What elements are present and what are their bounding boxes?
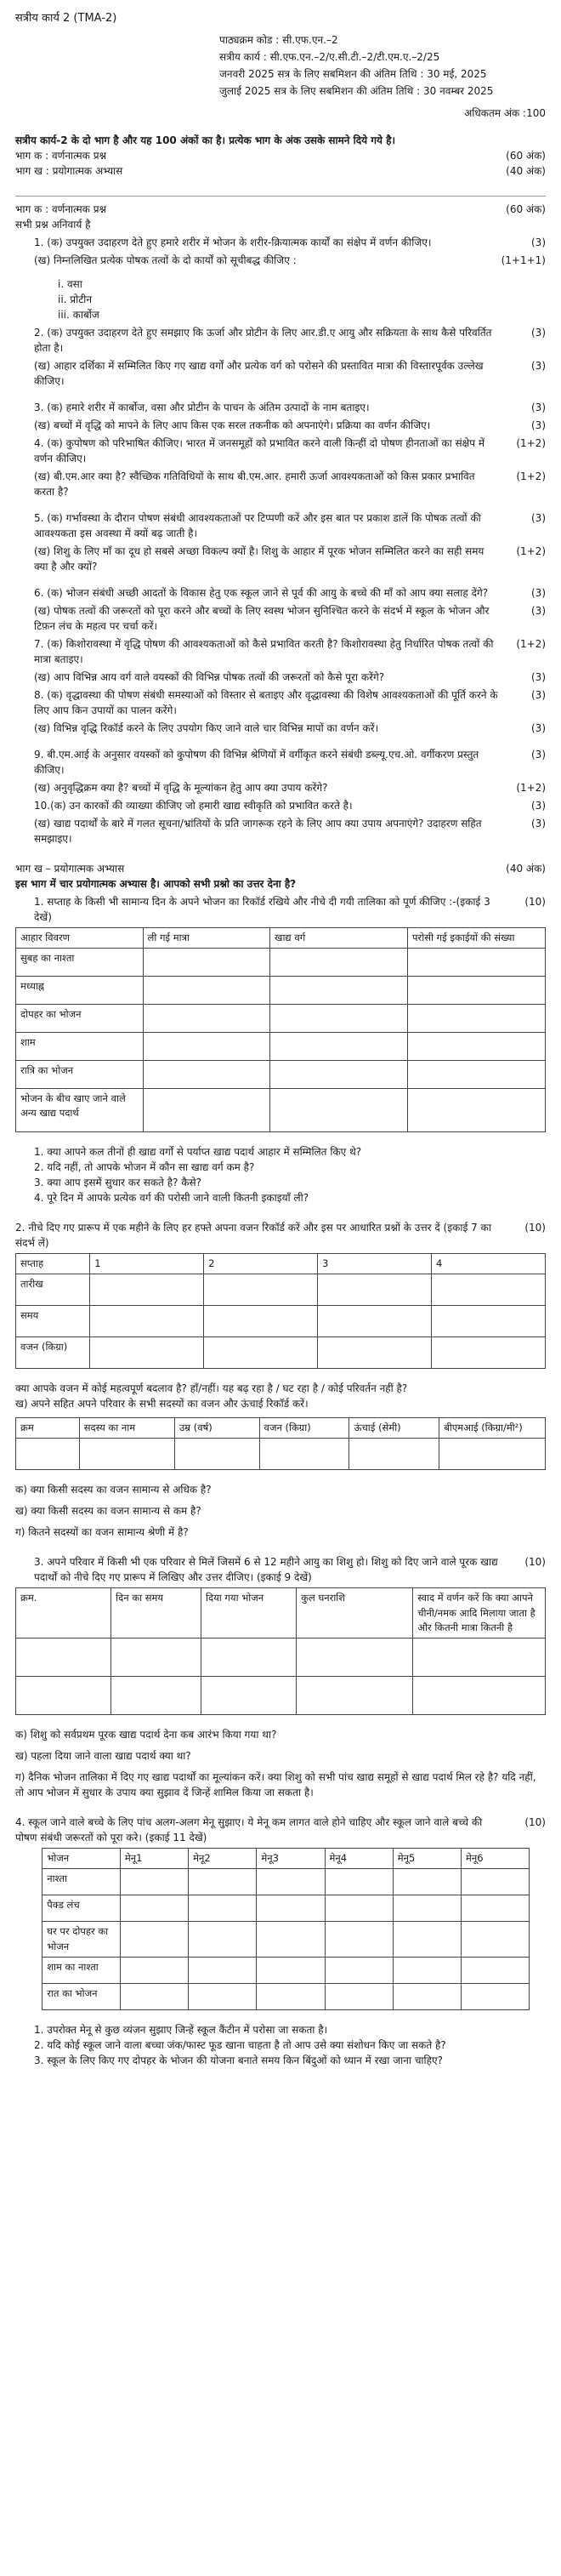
weight-record-table <box>15 1253 546 1369</box>
section-a-marks: (60 अंक) <box>506 202 546 215</box>
table-row <box>16 976 546 1004</box>
q5b-text: (ख) शिशु के लिए माँ का दूध हो सबसे अच्छा विकल्प क्यों है। शिशु के आहार में पूरक भोजन सम्मिलित करने का सही समय क्या है और क्यों? <box>34 544 484 573</box>
table-cell-input[interactable] <box>257 1869 325 1895</box>
q2b <box>15 358 546 389</box>
table-header-row <box>16 1418 546 1439</box>
table-cell-input[interactable] <box>143 1032 270 1060</box>
p4-question-1: 1. उपरोक्त मेनू से कुछ व्यंजन सुझाए जिन्हें स्कूल कैंटीन में परोसा जा सकता है। <box>34 2023 328 2036</box>
section-b-title: भाग ख – प्रयोगात्मक अभ्यास <box>15 862 125 875</box>
q10b-marks: (3) <box>531 817 546 829</box>
table-cell-input[interactable] <box>325 1983 393 2009</box>
p2 <box>15 1220 546 1251</box>
table-cell: समय <box>16 1306 90 1337</box>
table-cell-input[interactable] <box>201 1638 297 1677</box>
q3a-marks: (3) <box>531 401 546 413</box>
table-cell-input[interactable] <box>432 1274 546 1306</box>
jul-deadline: जुलाई 2025 सत्र के लिए सबमिशन की अंतिम तिथि : 30 नवम्बर 2025 <box>219 84 494 97</box>
table-header: 3 <box>318 1253 432 1274</box>
table-cell-input[interactable] <box>111 1677 201 1715</box>
q4a-marks: (1+2) <box>516 436 546 449</box>
table-cell-input[interactable] <box>408 1032 546 1060</box>
q5b-marks: (1+2) <box>516 544 546 557</box>
table-cell-input[interactable] <box>461 1957 529 1983</box>
table-cell: नाश्ता <box>42 1869 121 1895</box>
q1b-text: (ख) निम्नलिखित प्रत्येक पोषक तत्वों के दो कार्यों को सूचीबद्ध कीजिए : <box>34 254 297 266</box>
divider <box>15 196 546 197</box>
table-cell-input[interactable] <box>439 1439 546 1470</box>
q3a <box>15 400 546 415</box>
table-cell-input[interactable] <box>189 1895 257 1922</box>
q8a-text: 8. (क) वृद्धावस्था की पोषण संबंधी समस्याओं को विस्तार से बताइए और वृद्धावस्था की विशेष आवश्यकताओं की पूर्ति करने के लिए आप किन उपायों का पालन करेंगे। <box>34 688 498 716</box>
table-cell-input[interactable] <box>461 1922 529 1958</box>
table-row <box>16 1439 546 1470</box>
table-cell-input[interactable] <box>257 1895 325 1922</box>
table-cell: रात्रि का भोजन <box>16 1060 144 1088</box>
table-cell-input[interactable] <box>270 1088 408 1131</box>
table-row <box>42 1957 530 1983</box>
q6b-marks: (3) <box>531 604 546 617</box>
p4-question-3: 3. स्कूल के लिए किए गए दोपहर के भोजन की योजना बनाते समय किन बिंदुओं को ध्यान में रखा जाना चाहिए? <box>34 2054 444 2066</box>
table-header: सदस्य का नाम <box>79 1418 174 1439</box>
max-marks: अधिकतम अंक :100 <box>464 106 546 119</box>
p2-text: 2. नीचे दिए गए प्रारूप में एक महीने के लिए हर हफ्ते अपना वजन रिकॉर्ड करें और इस पर आधारित प्रश्नों के उत्तर दें (इकाई 7 का संदर्भ लें) <box>15 1221 491 1249</box>
p3-kh: ख) पहला दिया जाने वाला खाद्य पदार्थ क्या था? <box>15 1750 191 1762</box>
q9b-marks: (1+2) <box>516 781 546 794</box>
q2a-marks: (3) <box>531 326 546 339</box>
intro-part-b-label: भाग ख : प्रयोगात्मक अभ्यास <box>15 164 123 177</box>
p1-question-1: 1. क्या आपने कल तीनों ही खाद्य वर्गों से पर्याप्त खाद्य पदार्थ आहार में सम्मिलित किए थे? <box>34 1145 362 1158</box>
q5a <box>15 510 546 541</box>
p1-question-3: 3. क्या आप इसमें सुधार कर सकते है? कैसे? <box>34 1176 201 1188</box>
p4-marks: (10) <box>524 1816 546 1828</box>
q8b-marks: (3) <box>531 721 546 734</box>
q10a <box>15 798 546 813</box>
p1-question-4: 4. पूरे दिन में आपके प्रत्येक वर्ग की परोसी जाने वाली कितनी इकाइयाँ ली? <box>34 1191 309 1204</box>
q10a-marks: (3) <box>531 799 546 812</box>
q7b <box>15 670 546 685</box>
q7a-text: 7. (क) किशोरावस्था में वृद्धि पोषण की आवश्यकताओं को कैसे प्रभावित करती है? किशोरावस्था हेतु निर्धारित पोषक तत्वों की मात्रा बताइए। <box>34 637 494 665</box>
p2-question-a: क्या आपके वजन में कोई महत्वपूर्ण बदलाव है? हाँ/नहीं। यह बढ़ रहा है / घट रहा है / कोई परिवर्तन नहीं है? <box>15 1382 408 1394</box>
q1b-marks: (1+1+1) <box>501 254 546 266</box>
table-row <box>16 1060 546 1088</box>
table-row <box>42 1869 530 1895</box>
q4a <box>15 436 546 466</box>
table-header-row <box>16 1588 546 1638</box>
section-b-marks: (40 अंक) <box>506 862 546 875</box>
q5a-marks: (3) <box>531 511 546 524</box>
section-a-title: भाग क : वर्णनात्मक प्रश्न <box>15 202 107 215</box>
q1-option-i: i. वसा <box>58 277 82 290</box>
intro-part-a-label: भाग क : वर्णनात्मक प्रश्न <box>15 149 107 162</box>
table-cell-input[interactable] <box>408 1088 546 1131</box>
q7a-marks: (1+2) <box>516 637 546 650</box>
q1a-marks: (3) <box>531 236 546 248</box>
p3 <box>15 1554 546 1585</box>
q10b-text: (ख) खाद्य पदार्थों के बारे में गलत सूचना/भ्रांतियों के प्रति जागरूक रहने के लिए आप क्या उपाय अपनाएंगे? उदाहरण सहित समझाइए। <box>34 817 482 845</box>
table-cell-input[interactable] <box>408 1060 546 1088</box>
course-code: पाठ्यक्रम कोड : सी.एफ.एन.–2 <box>219 33 338 46</box>
table-cell-input[interactable] <box>325 1895 393 1922</box>
table-cell-input[interactable] <box>461 1869 529 1895</box>
q7b-marks: (3) <box>531 670 546 683</box>
p1 <box>15 894 546 925</box>
table-cell: दोपहर का भोजन <box>16 1004 144 1032</box>
p1-text: 1. सप्ताह के किसी भी सामान्य दिन के अपने भोजन का रिकॉर्ड रखिये और नीचे दी गयी तालिका को पूर्ण कीजिए :-(इकाई 3 देखें) <box>34 895 490 923</box>
q1a <box>15 235 546 250</box>
table-cell-input[interactable] <box>318 1274 432 1306</box>
table-cell-input[interactable] <box>461 1983 529 2009</box>
table-cell-input[interactable] <box>393 1922 461 1958</box>
table-cell-input[interactable] <box>297 1677 413 1715</box>
table-header: परोसी गई इकाईयों की संख्या <box>408 927 546 948</box>
table-row <box>16 1306 546 1337</box>
table-cell-input[interactable] <box>143 1060 270 1088</box>
q9-marks: (3) <box>531 748 546 761</box>
table-cell-input[interactable] <box>393 1895 461 1922</box>
table-cell-input[interactable] <box>90 1306 204 1337</box>
q9b-text: (ख) अनुवृद्धिक्रम क्या है? बच्चों में वृद्धि के मूल्यांकन हेतु आप क्या उपाय करेंगे? <box>34 781 328 794</box>
q3b-marks: (3) <box>531 419 546 431</box>
p2-g: ग) कितने सदस्यों का वजन सामान्य श्रेणी में है? <box>15 1526 189 1539</box>
p2-marks: (10) <box>524 1221 546 1234</box>
document-page <box>15 0 546 2068</box>
table-cell-input[interactable] <box>120 1869 188 1895</box>
q9b <box>15 780 546 795</box>
table-row <box>16 1337 546 1369</box>
jan-deadline: जनवरी 2025 सत्र के लिए सबमिशन की अंतिम तिथि : 30 मई, 2025 <box>219 67 487 80</box>
table-cell-input[interactable] <box>270 1032 408 1060</box>
table-cell-input[interactable] <box>120 1957 188 1983</box>
table-header: क्रम. <box>16 1588 111 1638</box>
p1-marks: (10) <box>524 895 546 908</box>
q6b <box>15 603 546 634</box>
table-cell-input[interactable] <box>120 1922 188 1958</box>
table-row <box>16 1274 546 1306</box>
q1a-text: 1. (क) उपयुक्त उदाहरण देते हुए हमारे शरीर में भोजन के शरीर-क्रियात्मक कार्यों का संक्षेप में वर्णन कीजिए। <box>34 236 432 248</box>
table-cell-input[interactable] <box>204 1337 318 1369</box>
table-cell: तारीख <box>16 1274 90 1306</box>
table-cell-input[interactable] <box>204 1306 318 1337</box>
table-header: ली गई मात्रा <box>143 927 270 948</box>
table-cell-input[interactable] <box>143 948 270 976</box>
table-row <box>16 1677 546 1715</box>
table-header: मेनू6 <box>461 1849 529 1869</box>
q1-option-iii: iii. कार्बोज <box>58 308 99 321</box>
table-cell: रात का भोजन <box>42 1983 121 2009</box>
q10b <box>15 816 546 846</box>
complementary-food-table <box>15 1587 546 1715</box>
table-cell-input[interactable] <box>189 1957 257 1983</box>
table-cell-input[interactable] <box>111 1638 201 1677</box>
table-cell-input[interactable] <box>259 1439 349 1470</box>
q8a-marks: (3) <box>531 688 546 701</box>
table-cell-input[interactable] <box>79 1439 174 1470</box>
section-b-note: इस भाग में चार प्रयोगात्मक अभ्यास है। आपको सभी प्रश्नो का उत्तर देना है? <box>15 877 297 890</box>
p3-g: ग) दैनिक भोजन तालिका में दिए गए खाद्य पदार्थों का मूल्यांकन करें। क्या शिशु को सभी पांच खाद्य समूहों से खाद्य पदार्थ मिल रहे है? यदि नहीं, तो आप भोजन में सुधार के उपाय क्या सुझाव दें जिन्हें शामिल किया जा सकता है। <box>15 1771 536 1798</box>
header-info <box>219 32 546 99</box>
q3b-text: (ख) बच्चों में वृद्धि को मापने के लिए आप किस एक सरल तकनीक को अपनाएंगे। प्रक्रिया का वर्णन कीजिए। <box>34 419 431 431</box>
q6a-text: 6. (क) भोजन संबंधी अच्छी आदतों के विकास हेतु एक स्कूल जाने से पूर्व की आयु के बच्चे की माँ को आप क्या सलाह देंगे? <box>34 586 489 599</box>
table-header: आहार विवरण <box>16 927 144 948</box>
q8a <box>15 687 546 718</box>
q2b-marks: (3) <box>531 359 546 372</box>
table-header: कुल घनराशि <box>297 1588 413 1638</box>
q1b <box>15 253 546 268</box>
table-cell-input[interactable] <box>325 1922 393 1958</box>
table-cell-input[interactable] <box>16 1439 80 1470</box>
school-menu-table <box>42 1848 530 2010</box>
table-cell-input[interactable] <box>297 1638 413 1677</box>
q9-text: 9. बी.एम.आई के अनुसार वयस्कों को कुपोषण की विभिन्न श्रेणियों में वर्गीकृत करने संबंधी डब्ल्यू.एच.ओ. वर्गीकरण प्रस्तुत कीजिए। <box>34 748 479 776</box>
table-cell-input[interactable] <box>120 1983 188 2009</box>
q2a <box>15 325 546 356</box>
q5a-text: 5. (क) गर्भावस्था के दौरान पोषण संबंधी आवश्यकताओं पर टिप्पणी करें और इस बात पर प्रकाश डालें कि पोषक तत्वों की आवश्यकता इस अवस्था में क्यों बढ़ जाती है। <box>34 511 481 539</box>
q6a <box>15 585 546 601</box>
q4a-text: 4. (क) कुपोषण को परिभाषित कीजिए। भारत में जनसमूहों को प्रभावित करने वाली किन्हीं दो पोषण हीनताओं का संक्षेप में वर्णन कीजिए। <box>34 436 485 464</box>
p1-question-2: 2. यदि नहीं, तो आपके भोजन में कौन सा खाद्य वर्ग कम है? <box>34 1160 255 1173</box>
table-cell-input[interactable] <box>143 976 270 1004</box>
table-header: मेनू4 <box>325 1849 393 1869</box>
header-row <box>15 10 546 27</box>
table-cell-input[interactable] <box>120 1895 188 1922</box>
table-cell-input[interactable] <box>318 1337 432 1369</box>
table-cell: घर पर दोपहर का भोजन <box>42 1922 121 1958</box>
table-cell-input[interactable] <box>318 1306 432 1337</box>
q6b-text: (ख) पोषक तत्वों की जरूरतों को पूरा करने और बच्चों के लिए स्वस्थ भोजन सुनिश्चित करने के संदर्भ में स्कूल के भोजन और टिफ़न लंच के महत्व पर चर्चा करें। <box>34 604 490 632</box>
table-cell-input[interactable] <box>408 948 546 976</box>
intro-part-b-marks: (40 अंक) <box>506 164 546 177</box>
table-cell-input[interactable] <box>393 1957 461 1983</box>
table-cell-input[interactable] <box>16 1677 111 1715</box>
table-row <box>42 1983 530 2009</box>
p4-text: 4. स्कूल जाने वाले बच्चे के लिए पांच अलग-अलग मेनू सुझाए। ये मेनू कम लागत वाले होने चाहिए और स्कूल जाने वाले बच्चे की पोषण संबंधी जरूरतों को पूरा करे। (इकाई 11 देखें) <box>15 1816 483 1844</box>
table-cell: पैक्ड लंच <box>42 1895 121 1922</box>
table-row <box>16 1032 546 1060</box>
family-bmi-table <box>15 1417 546 1470</box>
table-cell: शाम <box>16 1032 144 1060</box>
p2-question-b: ख) अपने सहित अपने परिवार के सभी सदस्यों का वजन और ऊंचाई रिकॉर्ड करें। <box>15 1398 309 1410</box>
table-cell-input[interactable] <box>408 976 546 1004</box>
table-cell: वजन (किग्रा) <box>16 1337 90 1369</box>
table-cell-input[interactable] <box>270 948 408 976</box>
q4b-marks: (1+2) <box>516 470 546 482</box>
table-cell-input[interactable] <box>257 1922 325 1958</box>
intro-part-a <box>15 148 546 163</box>
table-row <box>16 948 546 976</box>
assignment-title: सत्रीय कार्य 2 (TMA-2) <box>15 12 117 25</box>
table-cell: मध्याह्न <box>16 976 144 1004</box>
p3-k: क) शिशु को सर्वप्रथम पूरक खाद्य पदार्थ देना कब आरंभ किया गया था? <box>15 1729 277 1741</box>
p2-k: क) क्या किसी सदस्य का वजन सामान्य से अधिक है? <box>15 1484 212 1496</box>
table-header: बीएमआई (किग्रा/मी²) <box>439 1418 546 1439</box>
table-header-row <box>16 927 546 948</box>
table-row <box>16 1004 546 1032</box>
table-cell-input[interactable] <box>201 1677 297 1715</box>
p4 <box>15 1815 546 1845</box>
table-header: दिन का समय <box>111 1588 201 1638</box>
section-a-heading <box>15 202 546 217</box>
table-cell-input[interactable] <box>270 1060 408 1088</box>
table-cell-input[interactable] <box>16 1638 111 1677</box>
table-cell-input[interactable] <box>143 1088 270 1131</box>
p4-question-2: 2. यदि कोई स्कूल जाने वाला बच्चा जंक/फास्ट फूड खाना चाहता है तो आप उसे क्या संशोधन किए जा सकते है? <box>34 2038 446 2051</box>
table-header: भोजन <box>42 1849 121 1869</box>
table-cell-input[interactable] <box>325 1957 393 1983</box>
q4b <box>15 469 546 499</box>
table-cell-input[interactable] <box>393 1983 461 2009</box>
table-header: 4 <box>432 1253 546 1274</box>
table-header: वजन (किग्रा) <box>259 1418 349 1439</box>
p3-text: 3. अपने परिवार में किसी भी एक परिवार से मिलें जिसमें 6 से 12 महीने आयु का शिशु हो। शिशु को दिए जाने वाले पूरक खाद्य पदार्थों को नीचे दिए गए प्रारूप में लिखिए और उत्तर दीजिए। (इकाई 9 देखें) <box>34 1556 498 1584</box>
table-cell-input[interactable] <box>270 1004 408 1032</box>
q2b-text: (ख) आहार दर्शिका में सम्मिलित किए गए खाद्य वर्गों और प्रत्येक वर्ग को परोसने की प्रस्तावित मात्रा की विस्तारपूर्वक उल्लेख कीजिए। <box>34 359 484 387</box>
table-cell-input[interactable] <box>432 1337 546 1369</box>
table-header: मेनू5 <box>393 1849 461 1869</box>
table-cell-input[interactable] <box>413 1677 546 1715</box>
table-header: मेनू3 <box>257 1849 325 1869</box>
table-header: सप्ताह <box>16 1253 90 1274</box>
p2-kh: ख) क्या किसी सदस्य का वजन सामान्य से कम है? <box>15 1505 201 1518</box>
table-cell-input[interactable] <box>90 1274 204 1306</box>
table-cell-input[interactable] <box>204 1274 318 1306</box>
q3b <box>15 418 546 433</box>
table-header-row <box>42 1849 530 1869</box>
table-header: ऊंचाई (सेमी) <box>349 1418 439 1439</box>
table-header: 2 <box>204 1253 318 1274</box>
q8b <box>15 721 546 736</box>
assignment-code: सत्रीय कार्य : सी.एफ.एन.–2/ए.सी.टी.–2/टी.एम.ए.–2/25 <box>219 50 440 63</box>
table-row <box>16 1088 546 1131</box>
table-cell-input[interactable] <box>349 1439 439 1470</box>
table-cell-input[interactable] <box>189 1983 257 2009</box>
q4b-text: (ख) बी.एम.आर क्या है? स्वैच्छिक गतिविधियों के साथ बी.एम.आर. हमारी ऊर्जा आवश्यकताओं को किस प्रकार प्रभावित करता है? <box>34 470 475 498</box>
table-cell-input[interactable] <box>408 1004 546 1032</box>
table-header: मेनू1 <box>120 1849 188 1869</box>
table-cell-input[interactable] <box>174 1439 259 1470</box>
table-cell-input[interactable] <box>325 1869 393 1895</box>
table-cell: शाम का नाश्ता <box>42 1957 121 1983</box>
table-header: दिया गया भोजन <box>201 1588 297 1638</box>
table-cell-input[interactable] <box>257 1983 325 2009</box>
table-cell: भोजन के बीच खाए जाने वाले अन्य खाद्य पदार्थ <box>16 1088 144 1131</box>
table-cell-input[interactable] <box>393 1869 461 1895</box>
q3a-text: 3. (क) हमारे शरीर में कार्बोज, वसा और प्रोटीन के पाचन के अंतिम उत्पादों के नाम बताइए। <box>34 401 370 413</box>
table-cell-input[interactable] <box>413 1638 546 1677</box>
intro-part-a-marks: (60 अंक) <box>506 149 546 162</box>
table-cell-input[interactable] <box>189 1869 257 1895</box>
table-cell-input[interactable] <box>432 1306 546 1337</box>
table-header: खाद्य वर्ग <box>270 927 408 948</box>
table-header: उम्र (वर्ष) <box>174 1418 259 1439</box>
table-cell-input[interactable] <box>90 1337 204 1369</box>
table-header: मेनू2 <box>189 1849 257 1869</box>
intro-part-b <box>15 163 546 179</box>
q7a <box>15 636 546 667</box>
table-header: क्रम <box>16 1418 80 1439</box>
q8b-text: (ख) विभिन्न वृद्धि रिकॉर्ड करने के लिए उपयोग किए जाने वाले चार विभिन्न मापों का वर्णन करें। <box>34 721 379 734</box>
p3-marks: (10) <box>524 1556 546 1569</box>
q5b <box>15 544 546 574</box>
table-row <box>16 1638 546 1677</box>
q6a-marks: (3) <box>531 586 546 599</box>
q7b-text: (ख) आप विभिन्न आय वर्ग वाले वयस्कों की विभिन्न पोषक तत्वों की जरूरतों को कैसे पूरा करेंगे? <box>34 670 385 683</box>
table-cell-input[interactable] <box>143 1004 270 1032</box>
q2a-text: 2. (क) उपयुक्त उदाहरण देते हुए समझाए कि ऊर्जा और प्रोटीन के लिए आर.डी.ए आयु और सक्रियता के साथ कैसे परिवर्तित होता है। <box>34 326 492 354</box>
table-cell-input[interactable] <box>189 1922 257 1958</box>
table-cell: सुबह का नाश्ता <box>16 948 144 976</box>
table-header: 1 <box>90 1253 204 1274</box>
table-row <box>42 1895 530 1922</box>
section-b-heading <box>15 861 546 876</box>
diet-record-table <box>15 927 546 1132</box>
table-cell-input[interactable] <box>461 1895 529 1922</box>
table-cell-input[interactable] <box>257 1957 325 1983</box>
table-header: स्वाद में वर्णन करें कि क्या आपने चीनी/नमक आदि मिलाया जाता है और कितनी मात्रा कितनी है <box>413 1588 546 1638</box>
q9 <box>15 747 546 778</box>
q1-option-ii: ii. प्रोटीन <box>58 293 93 305</box>
section-a-note: सभी प्रश्न अनिवार्य है <box>15 218 91 231</box>
q10a-text: 10.(क) उन कारकों की व्याख्या कीजिए जो हमारी खाद्य स्वीकृति को प्रभावित करते है। <box>34 799 353 812</box>
table-row <box>42 1922 530 1958</box>
intro-line: सत्रीय कार्य-2 के दो भाग है और यह 100 अंकों का है। प्रत्येक भाग के अंक उसके सामने दिये गये है। <box>15 134 396 146</box>
table-cell-input[interactable] <box>270 976 408 1004</box>
table-header-row <box>16 1253 546 1274</box>
